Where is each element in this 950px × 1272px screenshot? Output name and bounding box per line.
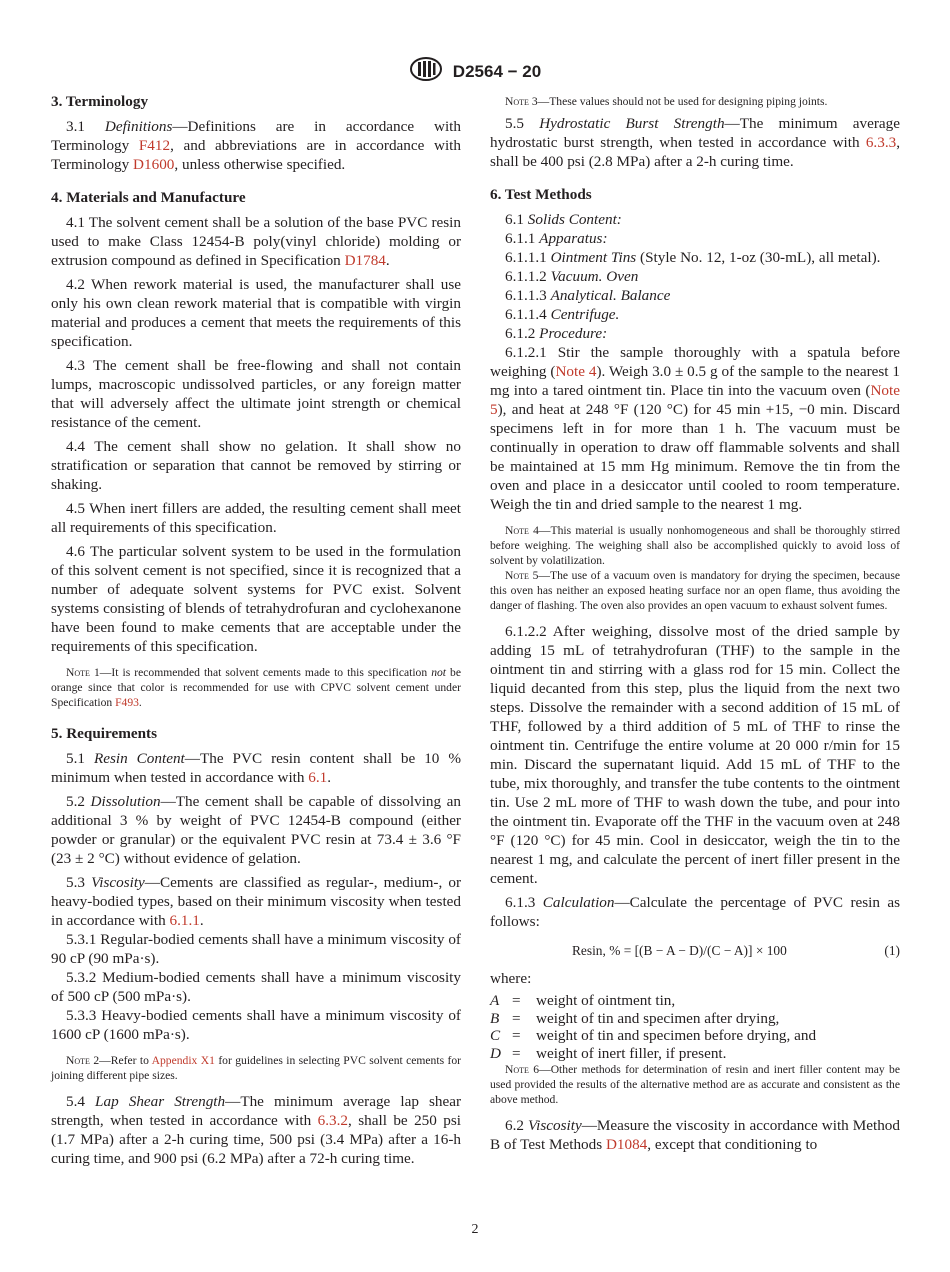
para-5-3-2: 5.3.2 Medium-bodied cements shall have a minimum viscosity of 500 cP (500 mPa·s). (51, 969, 461, 1005)
para-5-5: 5.5 Hydrostatic Burst Strength—The minimum average hydrostatic burst strength, when tested in accordance with 6.3.3, shall be 400 psi (2.8 MPa) after a 2-h curing time. (490, 115, 901, 170)
para-5-2: 5.2 Dissolution—The cement shall be capable of dissolving an additional 3 % by weight of PVC 12454-B compound (either powder or granular) or the equivalent PVC resin at 73.4 ± 3.6 °F (23 ± 2 °C) without evidence of gelation. (51, 793, 461, 867)
para-6-1-1-1: 6.1.1.1 Ointment Tins (Style No. 12, 1-oz (30-mL), all metal). (505, 249, 881, 266)
variable-row: C = weight of tin and specimen before drying, and (490, 1027, 817, 1044)
variable-row: D = weight of inert filler, if present. (490, 1044, 727, 1062)
para-3-1: 3.1 Definitions—Definitions are in accordance with Terminology F412, and abbreviations are in accordance with Terminology D1600, unless otherwise specified. (51, 118, 461, 173)
link-appendix-x1[interactable]: Appendix X1 (151, 1054, 215, 1067)
para-6-1-1-3: 6.1.1.3 Analytical. Balance (505, 287, 671, 304)
link-d1600[interactable]: D1600 (133, 156, 175, 173)
para-6-1-2: 6.1.2 Procedure: (505, 325, 608, 342)
variable-row: B = weight of tin and specimen after drying, (490, 1009, 780, 1027)
right-column (490, 94, 900, 1154)
link-note-4[interactable]: Note 4 (555, 363, 597, 380)
note-1: Note 1—It is recommended that solvent cements made to this specification not be orange since that color is recommended for use with CPVC solvent cement under Specification F493. (51, 666, 461, 709)
para-6-1-1-2: 6.1.1.2 Vacuum. Oven (505, 268, 639, 285)
variable-list (490, 992, 900, 1062)
astm-logo-icon (409, 56, 443, 87)
para-6-1-1-4: 6.1.1.4 Centrifuge. (505, 306, 620, 323)
section-5-title: 5. Requirements (51, 725, 158, 742)
note-4: Note 4—This material is usually nonhomogeneous and shall be thoroughly stirred before weighing. The weighing shall also be accomplished quickly to avoid loss of solvent by volatilization. (490, 524, 900, 567)
section-4-title: 4. Materials and Manufacture (51, 189, 246, 206)
where-label: where: (490, 970, 532, 987)
variable-row: A = weight of ointment tin, (490, 992, 676, 1009)
para-6-2: 6.2 Viscosity—Measure the viscosity in accordance with Method B of Test Methods D1084, except that conditioning to (490, 1117, 900, 1153)
note-5: Note 5—The use of a vacuum oven is mandatory for drying the specimen, because this oven has neither an exposed heating surface nor an open flame, thus avoiding the danger of flashing. The oven also provides an open vacuum to exhaust solvent fumes. (490, 569, 900, 612)
para-4-2: 4.2 When rework material is used, the manufacturer shall use only his own clean rework material that is compatible with virgin material and produces a cement that meets the requirements of this specification. (51, 276, 461, 350)
equation-1 (490, 941, 900, 963)
link-6-3-3[interactable]: 6.3.3 (865, 134, 897, 151)
left-column (51, 92, 461, 1168)
para-6-1-3: 6.1.3 Calculation—Calculate the percentage of PVC resin as follows: (490, 894, 900, 930)
para-6-1: 6.1 Solids Content: (505, 211, 622, 228)
page-header (0, 56, 950, 84)
equation-formula: Resin, % = [(B − A − D)/(C − A)] × 100 (572, 943, 787, 958)
para-4-4: 4.4 The cement shall show no gelation. It shall show no stratification or separation that cannot be removed by stirring or shaking. (51, 438, 461, 493)
para-6-1-1: 6.1.1 Apparatus: (505, 230, 608, 247)
para-5-1: 5.1 Resin Content—The PVC resin content shall be 10 % minimum when tested in accordance with 6.1. (51, 750, 462, 786)
para-6-1-2-2: 6.1.2.2 After weighing, dissolve most of the dried sample by adding 15 mL of tetrahydrofuran (THF) to the sample in the ointment tin and stirring with a glass rod for 15 min. Collect the liquid decanted from this step, plus the liquid from the next two steps. Dissolve the remainder with a second addition of 15 mL of THF, followed by a third addition of 5 mL of THF to rinse the ointment tin. Centrifuge the entire volume at 20 000 r/min for 15 min. Discard the supernatant liquid. Add 15 mL of THF to the tube, mix thoroughly, and transfer the tube contents to the ointment tin. Use 2 mL more of THF to wash down the tube, and pour into the ointment tin. Evaporate off the THF in the vacuum oven at 248 °F (120 °C) for 45 min. Cool in desiccator, weigh the tin to the nearest 1 mg, and calculate the percent of inert filler present in the cement. (490, 623, 900, 887)
equation-number: (1) (884, 943, 900, 958)
section-3-title: 3. Terminology (51, 93, 149, 110)
para-4-5: 4.5 When inert fillers are added, the resulting cement shall meet all requirements of this specification. (51, 500, 461, 536)
link-note-5[interactable]: Note 5 (490, 382, 900, 418)
link-6-1[interactable]: 6.1 (308, 769, 328, 786)
para-5-3-1: 5.3.1 Regular-bodied cements shall have a minimum viscosity of 90 cP (90 mPa·s). (51, 931, 461, 967)
note-6: Note 6—Other methods for determination of resin and inert filler content may be used provided the results of the alternative method are as accurate and consistent as the above method. (490, 1063, 900, 1106)
note-2: Note 2—Refer to Appendix X1 for guidelines in selecting PVC solvent cements for joining different pipe sizes. (51, 1054, 461, 1082)
link-6-3-2[interactable]: 6.3.2 (317, 1112, 349, 1129)
para-5-4: 5.4 Lap Shear Strength—The minimum average lap shear strength, when tested in accordance with 6.3.2, shall be 250 psi (1.7 MPa) after a 2-h curing time, 500 psi (3.4 MPa) after a 16-h curing time, and 900 psi (6.2 MPa) after a 72-h curing time. (51, 1093, 462, 1167)
para-5-3-3: 5.3.3 Heavy-bodied cements shall have a minimum viscosity of 1600 cP (1600 mPa·s). (51, 1007, 461, 1043)
page-number: 2 (471, 1222, 479, 1237)
para-4-1: 4.1 The solvent cement shall be a solution of the base PVC resin used to make Class 12454-B poly(vinyl chloride) molding or extrusion compound as defined in Specification D1784. (51, 214, 461, 269)
para-4-3: 4.3 The cement shall be free-flowing and shall not contain lumps, macroscopic undissolved particles, or any foreign matter that will adversely affect the ultimate joint strength or chemical resistance of the cement. (51, 357, 461, 431)
document-id: D2564 − 20 (452, 61, 542, 81)
para-6-1-2-1: 6.1.2.1 Stir the sample thoroughly with a spatula before weighing (Note 4). Weigh 3.0 ± 0.5 g of the sample to the nearest 1 mg into a tared ointment tin. Place tin into the vacuum oven (Note 5), and heat at 248 °F (120 °C) for 45 min +15, −0 min. Discard specimens left in for more than 1 h. The vacuum must be continually in operation to draw off flammable solvents and shall be maintained at 15 mm Hg minimum. Remove the tin from the oven and place in a desiccator until cooled to room temperature. Weigh the tin and dried sample to the nearest 1 mg. (490, 344, 900, 513)
link-6-1-1[interactable]: 6.1.1 (169, 912, 200, 929)
para-4-6: 4.6 The particular solvent system to be used in the formulation of this solvent cement is not specified, since it is recognized that a number of adequate solvent systems for PVC exist. Solvent systems consisting of blends of tetrahydrofuran and cyclohexanone have been found to make cements that are acceptable under the requirements of this specification. (51, 543, 461, 655)
link-d1084[interactable]: D1084 (605, 1136, 648, 1153)
link-f412[interactable]: F412 (138, 137, 171, 154)
para-5-3: 5.3 Viscosity—Cements are classified as regular-, medium-, or heavy-bodied types, based on their minimum viscosity when tested in accordance with 6.1.1. (51, 874, 462, 929)
link-d1784[interactable]: D1784 (344, 252, 386, 269)
section-6-title: 6. Test Methods (490, 186, 592, 203)
note-3: Note 3—These values should not be used for designing piping joints. (505, 95, 828, 108)
link-f493[interactable]: F493 (115, 696, 139, 709)
